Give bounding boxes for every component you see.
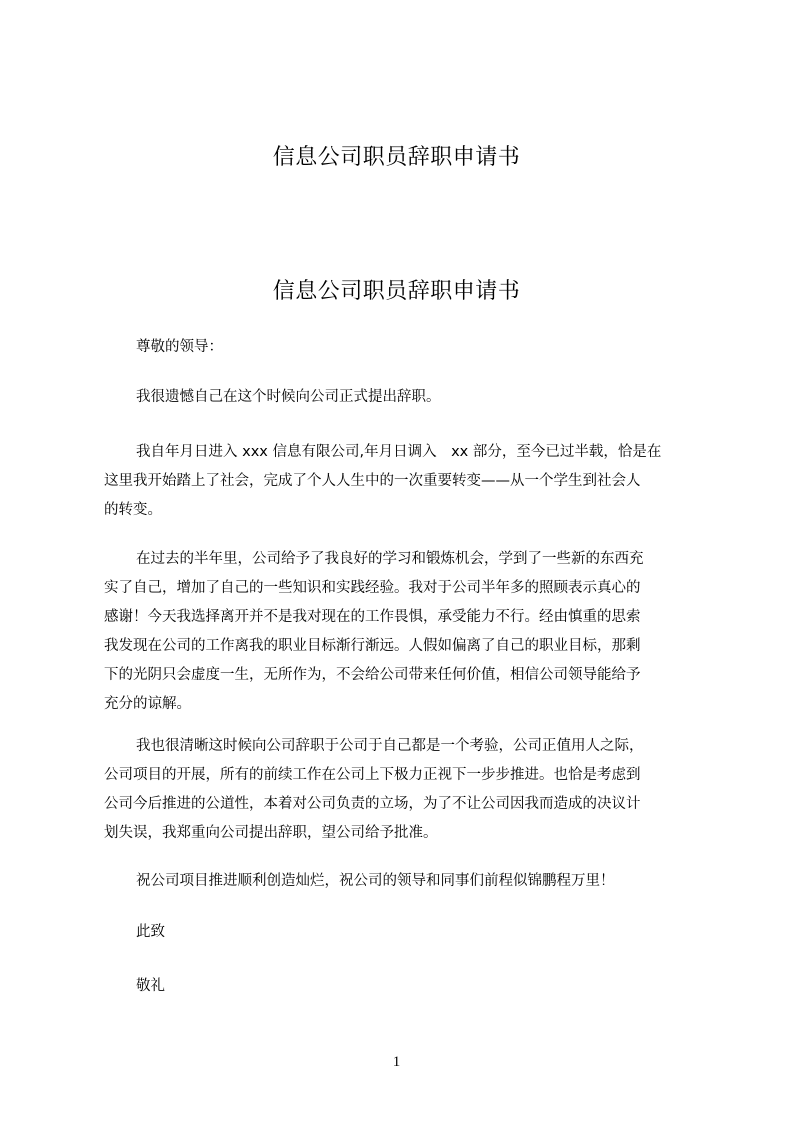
paragraph-line: 在过去的半年里，公司给予了我良好的学习和锻炼机会，学到了一些新的东西充 — [136, 551, 644, 567]
salutation — [104, 333, 700, 362]
closing-2 — [104, 972, 700, 1001]
paragraph-5 — [104, 867, 700, 896]
paragraph-line: 实了自己，增加了自己的一些知识和实践经验。我对于公司半年多的照顾表示真心的 — [104, 580, 641, 596]
paragraph-line: 这里我开始踏上了社会，完成了个人人生中的一次重要转变——从一个学生到社会人 — [104, 473, 641, 489]
paragraph-line: 我发现在公司的工作离我的职业目标渐行渐远。人假如偏离了自己的职业目标，那剩 — [104, 638, 641, 654]
paragraph-line: 祝公司项目推进顺利创造灿烂，祝公司的领导和同事们前程似锦鹏程万里！ — [136, 873, 615, 889]
closing-text: 此致 — [136, 924, 165, 940]
paragraph-line: 公司项目的开展，所有的前续工作在公司上下极力正视下一步步推进。也恰是考虑到 — [104, 767, 641, 783]
paragraph-line: 我也很清晰这时候向公司辞职于公司于自己都是一个考验，公司正值用人之际， — [136, 738, 644, 754]
closing-1 — [104, 918, 700, 947]
paragraph-line: 划失误，我郑重向公司提出辞职，望公司给予批准。 — [104, 825, 438, 841]
paragraph-line: 我自年月日进入 xxx 信息有限公司,年月日调入 xx 部分，至今已过半载，恰是在 — [136, 444, 662, 460]
main-title: 信息公司职员辞职申请书 — [272, 279, 521, 304]
paragraph-line: 感谢！今天我选择离开并不是我对现在的工作畏惧，承受能力不行。经由慎重的思索 — [104, 609, 641, 625]
paragraph-line: 的转变。 — [104, 502, 162, 518]
paragraph-line: 我很遗憾自己在这个时候向公司正式提出辞职。 — [136, 389, 441, 405]
header-title: 信息公司职员辞职申请书 — [272, 145, 521, 170]
closing-text: 敬礼 — [136, 978, 165, 994]
paragraph-4 — [104, 732, 700, 848]
paragraph-2 — [104, 438, 700, 525]
page-number: 1 — [392, 1054, 401, 1070]
paragraph-line: 充分的谅解。 — [104, 696, 191, 712]
paragraph-1 — [104, 383, 700, 412]
paragraph-line: 下的光阴只会虚度一生，无所作为，不会给公司带来任何价值，相信公司领导能给予 — [104, 667, 641, 683]
salutation-text: 尊敬的领导： — [136, 339, 223, 355]
paragraph-3 — [104, 545, 700, 719]
paragraph-line: 公司今后推进的公道性，本着对公司负责的立场，为了不让公司因我而造成的决议计 — [104, 796, 641, 812]
